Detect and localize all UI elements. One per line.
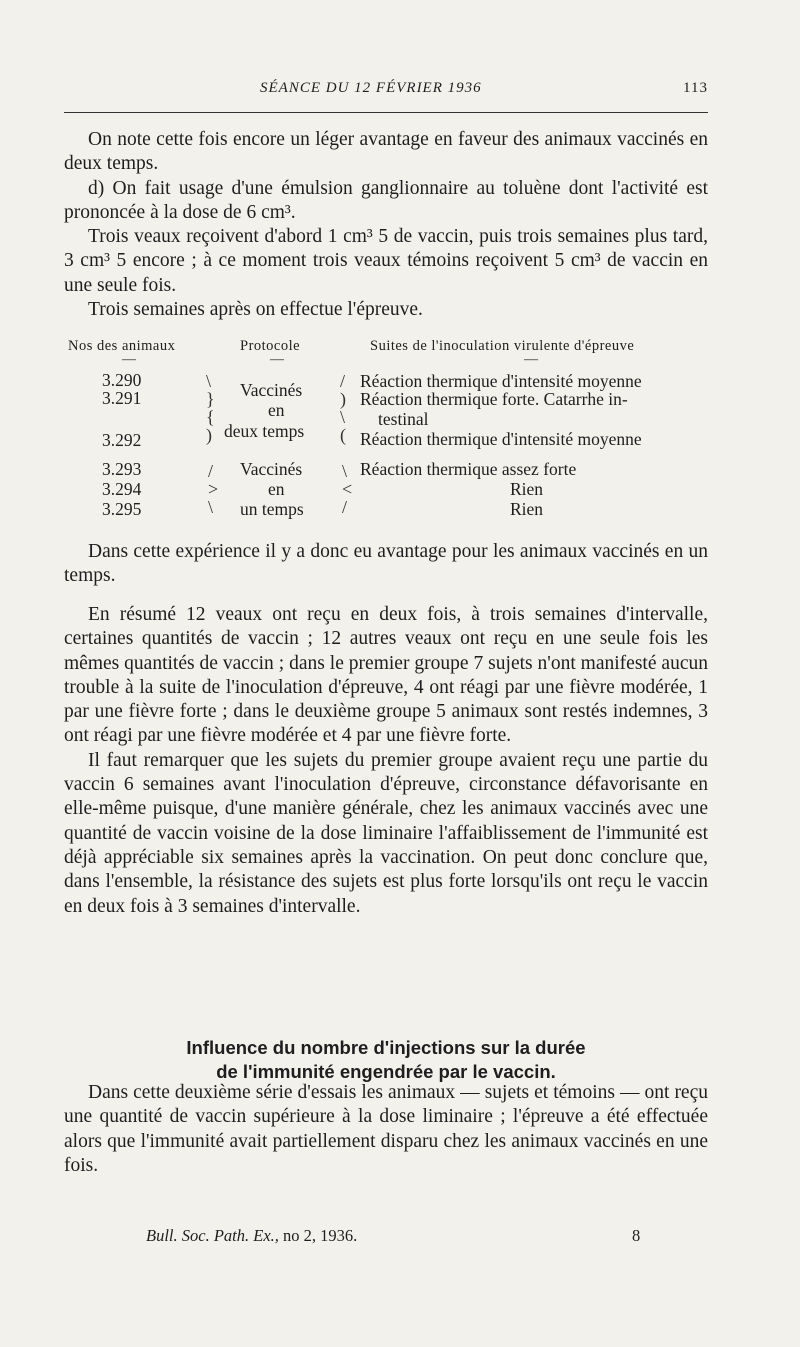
paragraph-text: d) On fait usage d'une émulsion ganglionnaire au toluène dont l'activité est prononcée à la dose de 6 cm³. — [64, 177, 708, 223]
section-heading — [64, 1036, 708, 1084]
paragraph-text: Dans cette expérience il y a donc eu avantage pour les animaux vaccinés en un temps. — [64, 541, 708, 587]
result-text: Réaction thermique assez forte — [360, 459, 577, 479]
animal-number: 3.292 — [102, 430, 142, 450]
header-dash: — — [270, 352, 284, 367]
paragraph-summary — [64, 603, 708, 919]
paragraph-intro — [64, 128, 708, 322]
column-header-protocol: Protocole — [240, 338, 301, 354]
protocol-text: en — [268, 479, 285, 499]
protocol-text: Vaccinés — [240, 459, 303, 479]
paragraph-text: En résumé 12 veaux ont reçu en deux fois, à trois semaines d'intervalle, certaines quantités de vaccin ; 12 autres veaux ont reçu en une seule fois les mêmes quantités de vaccin ; dans le premier groupe 7 sujets n'ont manifesté aucun trouble à la suite de l'inoculation d'épreuve, 4 ont réagi par une fièvre modérée, 1 par une fièvre forte ; dans le deuxième groupe 5 animaux sont restés indemnes, 3 ont réagi par une fièvre modérée et 4 par une fièvre forte. — [64, 604, 708, 747]
paragraph-text: Trois semaines après on effectue l'épreuve. — [88, 299, 423, 321]
paragraph-text: Il faut remarquer que les sujets du premier groupe avaient reçu une partie du vaccin 6 semaines avant l'inoculation d'épreuve, circonstance défavorisante en elle-même puisque, d'une manière générale, chez les animaux vaccinés avec une quantité de vaccin voisine de la dose liminaire l'affaiblissement de l'immunité est déjà appréciable six semaines après la vaccination. On peut donc conclure que, dans l'ensemble, la résistance des sujets est plus forte lorsqu'ils ont reçu le vaccin en deux fois à 3 semaines d'intervalle. — [64, 749, 708, 917]
result-text: Rien — [510, 479, 544, 499]
header-rule — [64, 112, 708, 113]
running-header — [64, 80, 708, 102]
paragraph-text: Dans cette deuxième série d'essais les animaux — sujets et témoins — ont reçu une quantité de vaccin supérieure à la dose liminaire ; l'épreuve a été effectuée alors que l'immunité avait partiellement disparu chez les animaux vaccinés en une fois. — [64, 1082, 708, 1176]
result-text: Rien — [510, 499, 544, 519]
animal-number: 3.291 — [102, 388, 142, 408]
running-title: SÉANCE DU 12 FÉVRIER 1936 — [260, 80, 482, 96]
animal-number: 3.294 — [102, 479, 142, 499]
result-text: Réaction thermique d'intensité moyenne — [360, 429, 642, 449]
paragraph-text: On note cette fois encore un léger avantage en faveur des animaux vaccinés en deux temps. — [64, 129, 708, 175]
column-header-results: Suites de l'inoculation virulente d'épreuve — [370, 338, 635, 354]
journal-name: Bull. Soc. Path. Ex., — [146, 1226, 279, 1245]
header-dash: — — [122, 352, 136, 367]
result-text: Réaction thermique forte. Catarrhe in- — [360, 389, 628, 409]
journal-citation — [146, 1226, 357, 1246]
protocol-text: Vaccinés — [240, 380, 303, 400]
brace-glyph: / > \ — [208, 461, 219, 517]
animal-number: 3.293 — [102, 459, 142, 479]
brace-glyph: / ) \ ( — [340, 371, 346, 445]
animal-number: 3.295 — [102, 499, 142, 519]
paragraph-second-series — [64, 1081, 708, 1178]
signature-mark: 8 — [632, 1226, 641, 1245]
animal-number: 3.290 — [102, 370, 142, 390]
protocol-text: un temps — [240, 499, 304, 519]
paragraph-experiment-conclusion — [64, 540, 708, 589]
page-number: 113 — [683, 80, 708, 96]
brace-glyph: \ < / — [342, 461, 353, 517]
results-table — [64, 338, 708, 528]
brace-glyph: \ } { ) — [206, 371, 215, 445]
column-header-animals: Nos des animaux — [68, 338, 176, 354]
paragraph-text: Trois veaux reçoivent d'abord 1 cm³ 5 de vaccin, puis trois semaines plus tard, 3 cm³ 5 encore ; à ce moment trois veaux témoins reçoivent 5 cm³ de vaccin en une seule fois. — [64, 226, 708, 296]
section-heading-line: de l'immunité engendrée par le vaccin. — [216, 1061, 556, 1082]
result-text: Réaction thermique d'intensité moyenne — [360, 371, 642, 391]
journal-issue: no 2, 1936. — [283, 1226, 358, 1245]
result-text: testinal — [378, 409, 429, 429]
header-dash: — — [524, 352, 538, 367]
section-heading-line: Influence du nombre d'injections sur la durée — [186, 1037, 586, 1058]
protocol-text: en — [268, 400, 285, 420]
protocol-text: deux temps — [224, 421, 305, 441]
